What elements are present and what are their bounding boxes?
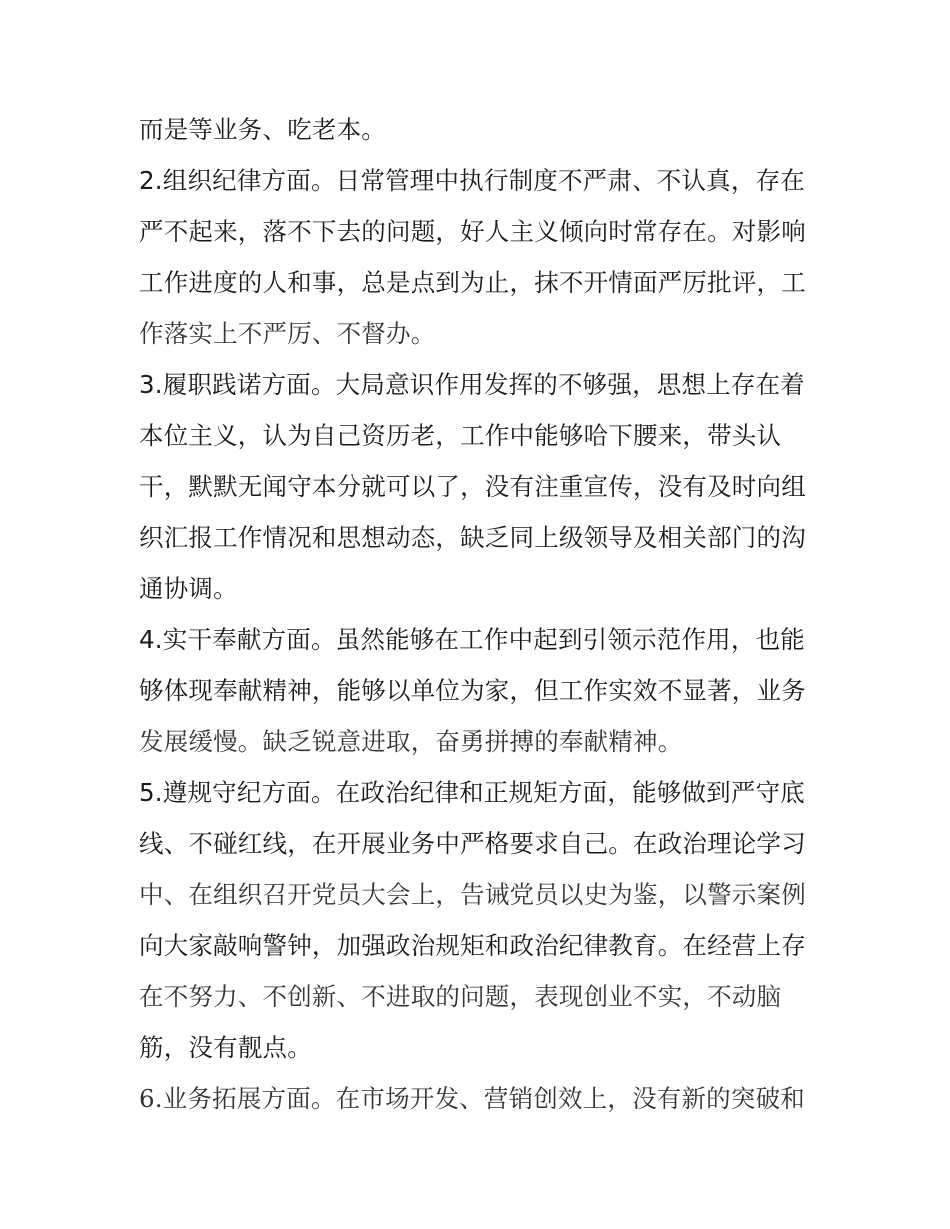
text-line: 干，默默无闻守本分就可以了，没有注重宣传，没有及时向组 [139,472,806,501]
text-line: 工作进度的人和事，总是点到为止，抹不开情面严厉批评，工 [139,268,806,297]
text-line: 作落实上不严厉、不督办。 [139,319,436,348]
text-line: 5.遵规守纪方面。在政治纪律和正规矩方面，能够做到严守底 [139,778,805,807]
text-line: 6.业务拓展方面。在市场开发、营销创效上，没有新的突破和 [139,1084,805,1113]
text-line: 向大家敲响警钟，加强政治规矩和政治纪律教育。在经营上存 [139,931,806,960]
text-line: 严不起来，落不下去的问题，好人主义倾向时常存在。对影响 [139,217,806,246]
text-line: 通协调。 [139,574,238,603]
text-line: 本位主义，认为自己资历老，工作中能够哈下腰来，带头认 [139,421,782,450]
text-line: 4.实干奉献方面。虽然能够在工作中起到引领示范作用，也能 [139,625,805,654]
text-line: 3.履职践诺方面。大局意识作用发挥的不够强，思想上存在着 [139,370,805,399]
text-line: 在不努力、不创新、不进取的问题，表现创业不实，不动脑 [139,982,782,1011]
document-body [139,104,819,1124]
text-line: 织汇报工作情况和思想动态，缺乏同上级领导及相关部门的沟 [139,523,806,552]
text-line: 线、不碰红线，在开展业务中严格要求自己。在政治理论学习 [139,829,806,858]
text-line: 中、在组织召开党员大会上，告诫党员以史为鉴，以警示案例 [139,880,806,909]
text-line: 发展缓慢。缺乏锐意进取，奋勇拼搏的奉献精神。 [139,727,683,756]
text-line: 2.组织纪律方面。日常管理中执行制度不严肃、不认真，存在 [139,166,805,195]
text-line: 筋，没有靓点。 [139,1033,312,1062]
text-line: 而是等业务、吃老本。 [139,115,386,144]
text-line: 够体现奉献精神，能够以单位为家，但工作实效不显著，业务 [139,676,806,705]
